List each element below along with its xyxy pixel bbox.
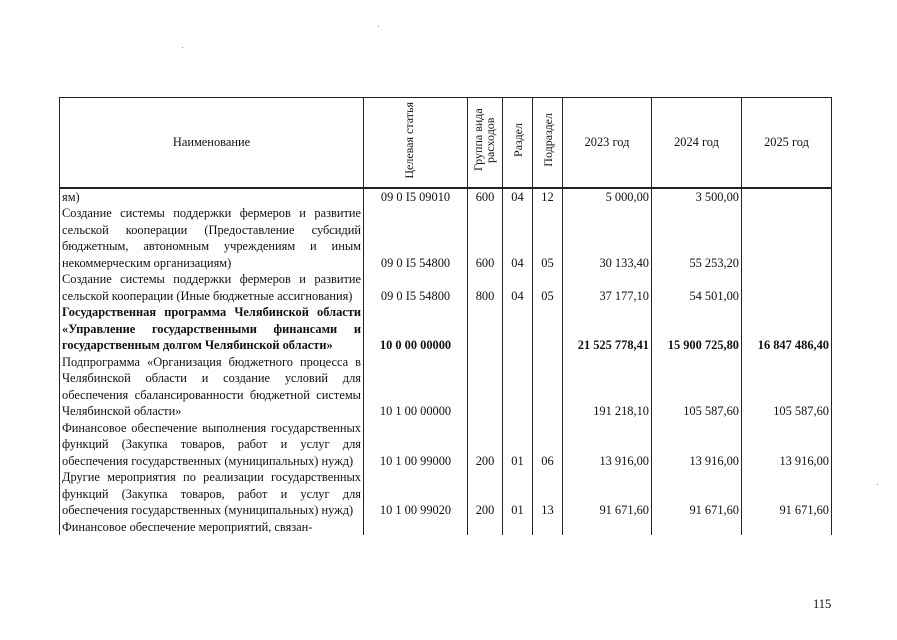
row-target-article: 10 1 00 00000	[364, 354, 468, 420]
row-target-article: 09 0 I5 54800	[364, 205, 468, 271]
row-amount-2025: 105 587,60	[742, 354, 832, 420]
row-amount-2024: 13 916,00	[652, 420, 742, 470]
row-subsection: 05	[533, 271, 563, 304]
row-amount-2024	[652, 519, 742, 536]
header-target-article: Целевая статья	[364, 98, 468, 188]
row-amount-2023: 191 218,10	[563, 354, 652, 420]
row-amount-2025: 16 847 486,40	[742, 304, 832, 354]
row-target-article: 10 0 00 00000	[364, 304, 468, 354]
row-name: Финансовое обеспечение мероприятий, связан-	[60, 519, 364, 536]
row-section: 04	[503, 271, 533, 304]
row-amount-2025	[742, 188, 832, 206]
budget-table	[59, 97, 832, 535]
header-year-2024: 2024 год	[652, 98, 742, 188]
row-expense-group: 200	[468, 469, 503, 519]
row-target-article: 09 0 I5 09010	[364, 188, 468, 206]
row-section	[503, 304, 533, 354]
row-name: Создание системы поддержки фермеров и развитие сельской кооперации (Предоставление субсидий бюджетным, автономным учреждениям и иным некоммерческим организациям)	[60, 205, 364, 271]
table-row	[60, 205, 832, 271]
row-expense-group	[468, 519, 503, 536]
row-amount-2024: 91 671,60	[652, 469, 742, 519]
row-subsection: 06	[533, 420, 563, 470]
row-subsection: 13	[533, 469, 563, 519]
table-row	[60, 519, 832, 536]
header-subsection: Подраздел	[533, 98, 563, 188]
row-amount-2024: 54 501,00	[652, 271, 742, 304]
row-name: Подпрограмма «Организация бюджетного процесса в Челябинской области и создание условий для обеспечения сбалансированности бюджетной системы Челябинской области»	[60, 354, 364, 420]
row-expense-group: 200	[468, 420, 503, 470]
row-amount-2025	[742, 271, 832, 304]
row-name: ям)	[60, 188, 364, 206]
row-expense-group: 600	[468, 188, 503, 206]
table-header-row	[60, 98, 832, 188]
row-subsection	[533, 519, 563, 536]
header-year-2023: 2023 год	[563, 98, 652, 188]
row-expense-group: 600	[468, 205, 503, 271]
row-amount-2024: 105 587,60	[652, 354, 742, 420]
row-section: 01	[503, 420, 533, 470]
row-amount-2023: 21 525 778,41	[563, 304, 652, 354]
row-name: Другие мероприятия по реализации государственных функций (Закупка товаров, работ и услуг для обеспечения государственных (муниципальных) нужд)	[60, 469, 364, 519]
row-amount-2023: 91 671,60	[563, 469, 652, 519]
row-section: 04	[503, 188, 533, 206]
table-row	[60, 469, 832, 519]
row-target-article	[364, 519, 468, 536]
row-section	[503, 354, 533, 420]
row-name: Государственная программа Челябинской области «Управление государственными финансами и государственным долгом Челябинской области»	[60, 304, 364, 354]
row-subsection: 05	[533, 205, 563, 271]
table-row	[60, 188, 832, 206]
row-target-article: 10 1 00 99000	[364, 420, 468, 470]
header-section: Раздел	[503, 98, 533, 188]
row-section	[503, 519, 533, 536]
row-amount-2024: 15 900 725,80	[652, 304, 742, 354]
row-target-article: 10 1 00 99020	[364, 469, 468, 519]
row-amount-2023	[563, 519, 652, 536]
table-row	[60, 420, 832, 470]
row-name: Финансовое обеспечение выполнения государственных функций (Закупка товаров, работ и услуг для обеспечения государственных (муниципальных) нужд)	[60, 420, 364, 470]
row-section: 04	[503, 205, 533, 271]
row-section: 01	[503, 469, 533, 519]
row-amount-2025	[742, 519, 832, 536]
row-amount-2025: 91 671,60	[742, 469, 832, 519]
table-row	[60, 271, 832, 304]
row-subsection	[533, 354, 563, 420]
row-amount-2023: 5 000,00	[563, 188, 652, 206]
row-target-article: 09 0 I5 54800	[364, 271, 468, 304]
table-row	[60, 304, 832, 354]
row-subsection: 12	[533, 188, 563, 206]
row-amount-2025: 13 916,00	[742, 420, 832, 470]
row-expense-group: 800	[468, 271, 503, 304]
scan-speck	[182, 47, 183, 48]
row-expense-group	[468, 354, 503, 420]
scan-speck	[378, 26, 379, 27]
header-expense-group: Группа вида расходов	[468, 98, 503, 188]
header-year-2025: 2025 год	[742, 98, 832, 188]
header-name: Наименование	[60, 98, 364, 188]
page-number: 115	[813, 597, 832, 611]
row-amount-2023: 37 177,10	[563, 271, 652, 304]
row-amount-2024: 3 500,00	[652, 188, 742, 206]
scan-speck	[877, 484, 878, 485]
table-row	[60, 354, 832, 420]
row-name: Создание системы поддержки фермеров и развитие сельской кооперации (Иные бюджетные ассигнования)	[60, 271, 364, 304]
row-subsection	[533, 304, 563, 354]
row-expense-group	[468, 304, 503, 354]
row-amount-2023: 30 133,40	[563, 205, 652, 271]
row-amount-2024: 55 253,20	[652, 205, 742, 271]
row-amount-2023: 13 916,00	[563, 420, 652, 470]
row-amount-2025	[742, 205, 832, 271]
table-body	[60, 188, 832, 536]
